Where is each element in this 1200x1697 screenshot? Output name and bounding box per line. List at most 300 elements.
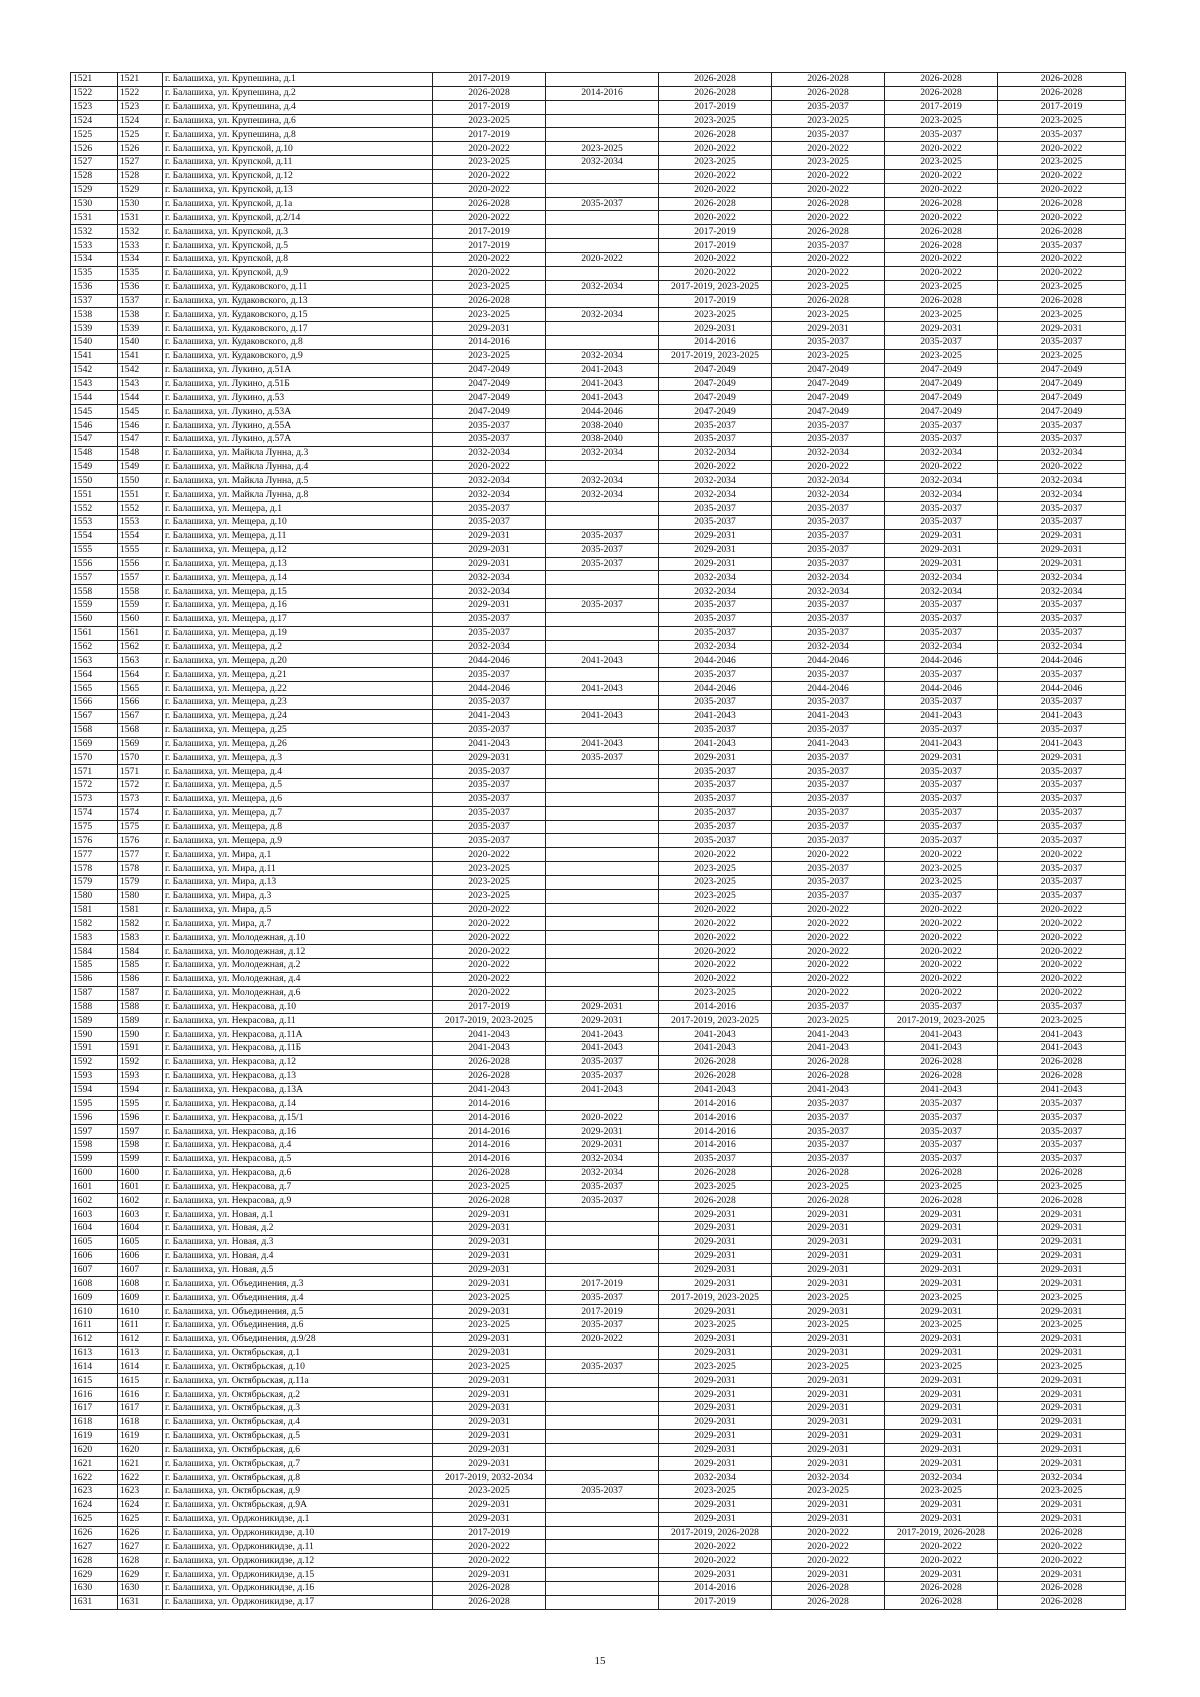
table-cell: 2035-2037 (885, 723, 998, 737)
table-cell: 2035-2037 (885, 516, 998, 530)
table-cell: 1613 (118, 1346, 163, 1360)
table-cell: 2032-2034 (546, 308, 659, 322)
table-cell: г. Балашиха, ул. Мещера, д.24 (163, 709, 433, 723)
table-cell: 2023-2025 (433, 114, 546, 128)
table-cell: 2020-2022 (772, 460, 885, 474)
table-cell: 1559 (71, 599, 118, 613)
table-cell: 2023-2025 (998, 1180, 1126, 1194)
table-cell: 2023-2025 (772, 1360, 885, 1374)
table-cell (546, 820, 659, 834)
table-cell: 1560 (118, 612, 163, 626)
table-cell: 1551 (71, 488, 118, 502)
table-cell: 2026-2028 (659, 1069, 772, 1083)
table-row (71, 1194, 1126, 1208)
table-cell: 2035-2037 (659, 820, 772, 834)
table-cell: 2029-2031 (659, 1208, 772, 1222)
table-cell: 2017-2019, 2026-2028 (885, 1526, 998, 1540)
table-cell: 1539 (118, 322, 163, 336)
table-row (71, 1305, 1126, 1319)
table-row (71, 1180, 1126, 1194)
table-cell: г. Балашиха, ул. Мещера, д.20 (163, 654, 433, 668)
table-row (71, 695, 1126, 709)
table-cell: 2026-2028 (659, 1166, 772, 1180)
table-cell: 1522 (118, 86, 163, 100)
table-cell: 2020-2022 (885, 848, 998, 862)
table-cell: 2029-2031 (433, 751, 546, 765)
table-cell: 2035-2037 (772, 792, 885, 806)
table-cell: 2047-2049 (772, 405, 885, 419)
table-cell: г. Балашиха, ул. Лукино, д.57А (163, 432, 433, 446)
table-cell: г. Балашиха, ул. Крупской, д.10 (163, 142, 433, 156)
table-cell: 2029-2031 (998, 529, 1126, 543)
table-cell: 1579 (71, 875, 118, 889)
table-cell: 2041-2043 (546, 709, 659, 723)
table-cell: 2035-2037 (772, 834, 885, 848)
table-cell: 2035-2037 (772, 862, 885, 876)
table-cell (546, 585, 659, 599)
table-cell: 2026-2028 (998, 1581, 1126, 1595)
table-row (71, 128, 1126, 142)
table-cell: г. Балашиха, ул. Мещера, д.14 (163, 571, 433, 585)
table-cell: г. Балашиха, ул. Орджоникидзе, д.16 (163, 1581, 433, 1595)
table-cell: 1525 (71, 128, 118, 142)
table-cell: 2035-2037 (433, 502, 546, 516)
table-cell: 1535 (118, 266, 163, 280)
table-row (71, 709, 1126, 723)
table-cell: 1592 (118, 1055, 163, 1069)
table-cell (546, 972, 659, 986)
table-cell (546, 1429, 659, 1443)
table-cell: 2032-2034 (885, 640, 998, 654)
table-cell (546, 1512, 659, 1526)
table-cell (546, 986, 659, 1000)
table-row (71, 1111, 1126, 1125)
table-cell: 1630 (71, 1581, 118, 1595)
table-cell (546, 862, 659, 876)
table-cell: 1534 (118, 252, 163, 266)
table-cell: г. Балашиха, ул. Некрасова, д.11 (163, 1014, 433, 1028)
table-cell: 1532 (71, 225, 118, 239)
table-cell: 2026-2028 (885, 1055, 998, 1069)
table-cell: 2026-2028 (998, 225, 1126, 239)
table-cell: 2041-2043 (772, 1042, 885, 1056)
table-cell: 2029-2031 (885, 1388, 998, 1402)
table-cell: 2029-2031 (772, 1277, 885, 1291)
table-row (71, 142, 1126, 156)
table-cell: 2041-2043 (433, 737, 546, 751)
table-cell (546, 336, 659, 350)
table-cell: 2023-2025 (659, 875, 772, 889)
table-cell: 2020-2022 (885, 986, 998, 1000)
table-cell: 2041-2043 (546, 654, 659, 668)
table-cell: 2029-2031 (772, 1332, 885, 1346)
table-cell: 2026-2028 (433, 1595, 546, 1609)
table-cell: 2029-2031 (998, 1222, 1126, 1236)
table-cell: 2035-2037 (772, 875, 885, 889)
table-cell: 2014-2016 (659, 1125, 772, 1139)
table-row (71, 280, 1126, 294)
table-cell: 2020-2022 (998, 252, 1126, 266)
table-cell: 1584 (71, 945, 118, 959)
table-cell: 1629 (118, 1568, 163, 1582)
table-row (71, 640, 1126, 654)
table-cell: 2017-2019, 2023-2025 (659, 1291, 772, 1305)
table-cell: 1563 (118, 654, 163, 668)
table-cell: 2035-2037 (772, 419, 885, 433)
table-row (71, 1249, 1126, 1263)
table-cell: 2029-2031 (659, 1568, 772, 1582)
table-cell: 2035-2037 (885, 668, 998, 682)
table-row (71, 169, 1126, 183)
table-cell: 2029-2031 (998, 1346, 1126, 1360)
table-cell: 1531 (118, 211, 163, 225)
table-cell: 2035-2037 (659, 806, 772, 820)
table-cell: 2032-2034 (546, 488, 659, 502)
table-cell: 2029-2031 (998, 1235, 1126, 1249)
table-cell: 2029-2031 (659, 1263, 772, 1277)
table-cell: 2035-2037 (546, 1055, 659, 1069)
table-cell: 2032-2034 (659, 474, 772, 488)
table-cell (546, 1581, 659, 1595)
table-cell: 2029-2031 (998, 543, 1126, 557)
table-cell: 2020-2022 (998, 211, 1126, 225)
table-cell: 2035-2037 (546, 557, 659, 571)
table-row (71, 1443, 1126, 1457)
table-cell: 2035-2037 (772, 529, 885, 543)
table-cell: 1568 (118, 723, 163, 737)
table-cell: 2035-2037 (433, 806, 546, 820)
table-cell: г. Балашиха, ул. Мещера, д.6 (163, 792, 433, 806)
table-cell: 2041-2043 (772, 1028, 885, 1042)
table-cell: 2017-2019, 2026-2028 (659, 1526, 772, 1540)
table-cell: 1565 (118, 682, 163, 696)
table-cell: 2026-2028 (998, 1526, 1126, 1540)
table-cell: 1549 (118, 460, 163, 474)
table-row (71, 1235, 1126, 1249)
table-row (71, 446, 1126, 460)
table-cell: 1589 (71, 1014, 118, 1028)
table-cell: 2035-2037 (433, 792, 546, 806)
table-cell: 1522 (71, 86, 118, 100)
table-cell (546, 1415, 659, 1429)
table-cell: 2020-2022 (772, 1540, 885, 1554)
table-cell: 2035-2037 (772, 695, 885, 709)
table-cell: 1552 (71, 502, 118, 516)
table-cell: 2035-2037 (659, 612, 772, 626)
table-cell: 1603 (118, 1208, 163, 1222)
table-cell: 2023-2025 (659, 156, 772, 170)
table-row (71, 1291, 1126, 1305)
table-cell: 2035-2037 (885, 1125, 998, 1139)
table-row (71, 1222, 1126, 1236)
table-cell: г. Балашиха, ул. Мещера, д.3 (163, 751, 433, 765)
table-cell: 2032-2034 (433, 585, 546, 599)
table-cell: 2029-2031 (546, 1000, 659, 1014)
table-cell: 2026-2028 (433, 197, 546, 211)
table-cell (546, 225, 659, 239)
table-cell: 2029-2031 (659, 1512, 772, 1526)
table-row (71, 336, 1126, 350)
table-cell: 2044-2046 (998, 654, 1126, 668)
table-cell: 2029-2031 (885, 1332, 998, 1346)
table-cell: 2020-2022 (433, 266, 546, 280)
table-cell: 2029-2031 (433, 1249, 546, 1263)
table-cell: 2026-2028 (885, 86, 998, 100)
table-cell: 2041-2043 (885, 1042, 998, 1056)
table-cell: 1562 (118, 640, 163, 654)
table-cell (546, 959, 659, 973)
table-cell: 2014-2016 (433, 1111, 546, 1125)
table-cell (546, 875, 659, 889)
table-cell: 2035-2037 (998, 765, 1126, 779)
table-cell: 2035-2037 (885, 1152, 998, 1166)
table-cell: 1568 (71, 723, 118, 737)
table-cell: 1623 (71, 1485, 118, 1499)
table-cell (546, 695, 659, 709)
table-cell (546, 917, 659, 931)
table-cell: 2032-2034 (772, 571, 885, 585)
table-cell (546, 668, 659, 682)
table-cell: 1559 (118, 599, 163, 613)
table-cell: 2026-2028 (659, 128, 772, 142)
table-cell: 2041-2043 (433, 1028, 546, 1042)
table-cell: 2035-2037 (433, 432, 546, 446)
table-cell: 1620 (118, 1443, 163, 1457)
table-cell: 2035-2037 (998, 419, 1126, 433)
table-cell: 2029-2031 (772, 1346, 885, 1360)
table-cell: 2035-2037 (433, 626, 546, 640)
table-cell: 1527 (118, 156, 163, 170)
table-cell: 2029-2031 (885, 1498, 998, 1512)
table-cell: 1576 (118, 834, 163, 848)
table-cell: 2029-2031 (998, 1374, 1126, 1388)
table-cell: г. Балашиха, ул. Объединения, д.9/28 (163, 1332, 433, 1346)
table-cell: 1616 (71, 1388, 118, 1402)
table-cell: 2029-2031 (433, 1222, 546, 1236)
table-cell (546, 1443, 659, 1457)
table-cell: 2041-2043 (659, 737, 772, 751)
table-cell: 2035-2037 (998, 626, 1126, 640)
table-cell: 2023-2025 (998, 1014, 1126, 1028)
table-cell: 2014-2016 (546, 86, 659, 100)
table-cell (546, 239, 659, 253)
table-row (71, 252, 1126, 266)
table-cell (546, 114, 659, 128)
table-cell: 2026-2028 (998, 86, 1126, 100)
table-cell: 2023-2025 (659, 1180, 772, 1194)
table-cell: 2041-2043 (546, 1028, 659, 1042)
table-cell: 2029-2031 (659, 1277, 772, 1291)
table-cell: 2035-2037 (998, 1000, 1126, 1014)
table-cell: 2020-2022 (659, 169, 772, 183)
table-cell: 2026-2028 (772, 225, 885, 239)
table-cell: 1575 (71, 820, 118, 834)
table-row (71, 432, 1126, 446)
table-cell: 2020-2022 (659, 959, 772, 973)
table-cell: 2029-2031 (659, 1332, 772, 1346)
table-cell: 1552 (118, 502, 163, 516)
table-cell: г. Балашиха, ул. Октябрьская, д.11а (163, 1374, 433, 1388)
table-cell: г. Балашиха, ул. Лукино, д.51А (163, 363, 433, 377)
table-cell: 2041-2043 (659, 1042, 772, 1056)
table-cell: 1610 (71, 1305, 118, 1319)
table-cell: 1591 (118, 1042, 163, 1056)
table-cell: г. Балашиха, ул. Мещера, д.13 (163, 557, 433, 571)
table-cell: 1590 (71, 1028, 118, 1042)
table-cell: 1556 (118, 557, 163, 571)
table-cell: г. Балашиха, ул. Октябрьская, д.3 (163, 1402, 433, 1416)
table-cell: 2023-2025 (998, 308, 1126, 322)
table-cell: 2047-2049 (998, 377, 1126, 391)
table-cell: 1550 (71, 474, 118, 488)
table-cell: 2044-2046 (885, 682, 998, 696)
table-cell: 2017-2019 (433, 225, 546, 239)
table-cell: 2029-2031 (885, 1512, 998, 1526)
table-row (71, 1263, 1126, 1277)
table-cell: 2029-2031 (659, 1249, 772, 1263)
table-cell: 2035-2037 (546, 1360, 659, 1374)
table-cell: 2032-2034 (659, 640, 772, 654)
table-cell: 2035-2037 (772, 502, 885, 516)
table-cell: 2020-2022 (885, 931, 998, 945)
table-cell: г. Балашиха, ул. Октябрьская, д.1 (163, 1346, 433, 1360)
table-cell: г. Балашиха, ул. Объединения, д.6 (163, 1318, 433, 1332)
table-cell: 2029-2031 (433, 1429, 546, 1443)
table-cell: 2023-2025 (433, 875, 546, 889)
table-cell: 1556 (71, 557, 118, 571)
table-cell (546, 502, 659, 516)
table-cell: 2023-2025 (659, 986, 772, 1000)
table-cell: 1573 (71, 792, 118, 806)
table-cell: 2017-2019, 2032-2034 (433, 1471, 546, 1485)
table-cell: 2029-2031 (885, 1263, 998, 1277)
table-cell: 2041-2043 (659, 709, 772, 723)
table-cell: 2044-2046 (433, 654, 546, 668)
table-cell: г. Балашиха, ул. Мещера, д.8 (163, 820, 433, 834)
table-cell: 1542 (71, 363, 118, 377)
table-cell: 1566 (71, 695, 118, 709)
table-cell (546, 571, 659, 585)
table-cell: 2020-2022 (772, 931, 885, 945)
table-row (71, 322, 1126, 336)
table-cell: 2035-2037 (546, 1318, 659, 1332)
table-cell: 2041-2043 (546, 391, 659, 405)
table-cell: 2035-2037 (772, 668, 885, 682)
table-cell: 2029-2031 (772, 1512, 885, 1526)
table-cell: 2047-2049 (659, 377, 772, 391)
table-cell: г. Балашиха, ул. Крупской, д.11 (163, 156, 433, 170)
table-cell: 2029-2031 (433, 557, 546, 571)
table-cell: 2035-2037 (885, 820, 998, 834)
table-cell: 1570 (71, 751, 118, 765)
table-cell: 2020-2022 (998, 848, 1126, 862)
table-cell: 2029-2031 (885, 1222, 998, 1236)
table-cell: 1622 (71, 1471, 118, 1485)
table-cell (546, 73, 659, 87)
table-cell: 2020-2022 (885, 903, 998, 917)
table-row (71, 1069, 1126, 1083)
table-cell: 2026-2028 (659, 197, 772, 211)
table-cell: 2026-2028 (772, 1194, 885, 1208)
table-cell: 2029-2031 (998, 1429, 1126, 1443)
table-cell: 2032-2034 (998, 585, 1126, 599)
table-cell: 2029-2031 (998, 1305, 1126, 1319)
table-cell: 1625 (71, 1512, 118, 1526)
table-cell: г. Балашиха, ул. Октябрьская, д.7 (163, 1457, 433, 1471)
table-cell: 1531 (71, 211, 118, 225)
table-cell (546, 640, 659, 654)
table-cell: 2020-2022 (998, 986, 1126, 1000)
table-cell: г. Балашиха, ул. Молодежная, д.10 (163, 931, 433, 945)
table-cell (546, 792, 659, 806)
table-cell (546, 1498, 659, 1512)
table-cell: 2029-2031 (433, 1332, 546, 1346)
table-cell: 2023-2025 (659, 1485, 772, 1499)
table-cell: г. Балашиха, ул. Крупешина, д.1 (163, 73, 433, 87)
table-cell: 2035-2037 (772, 612, 885, 626)
table-cell: 2041-2043 (659, 1028, 772, 1042)
table-row (71, 1374, 1126, 1388)
table-cell: 2035-2037 (998, 1125, 1126, 1139)
table-row (71, 1332, 1126, 1346)
table-row (71, 183, 1126, 197)
table-cell: 2041-2043 (885, 709, 998, 723)
table-cell: 2029-2031 (885, 1235, 998, 1249)
table-row (71, 792, 1126, 806)
table-cell: 2017-2019 (659, 100, 772, 114)
table-cell: 2035-2037 (885, 1138, 998, 1152)
table-cell: 1615 (71, 1374, 118, 1388)
table-cell: 1538 (118, 308, 163, 322)
table-cell: 2020-2022 (433, 917, 546, 931)
table-cell: 2035-2037 (885, 889, 998, 903)
table-cell: 2029-2031 (433, 1305, 546, 1319)
table-cell: 2014-2016 (433, 1152, 546, 1166)
table-cell: 2026-2028 (433, 1055, 546, 1069)
table-cell: 2029-2031 (885, 1374, 998, 1388)
table-cell: 2026-2028 (998, 73, 1126, 87)
table-cell: 2047-2049 (433, 391, 546, 405)
table-cell: 1588 (71, 1000, 118, 1014)
table-cell: 2023-2025 (885, 1291, 998, 1305)
table-cell: 2035-2037 (659, 695, 772, 709)
table-cell: 1545 (118, 405, 163, 419)
table-cell: 2029-2031 (998, 1249, 1126, 1263)
table-cell: 2029-2031 (433, 322, 546, 336)
table-row (71, 1152, 1126, 1166)
table-cell: 1564 (71, 668, 118, 682)
table-cell: 2032-2034 (772, 640, 885, 654)
table-cell: г. Балашиха, ул. Крупской, д.2/14 (163, 211, 433, 225)
table-row (71, 834, 1126, 848)
table-cell (546, 848, 659, 862)
table-cell: 2035-2037 (998, 889, 1126, 903)
table-cell: 2032-2034 (433, 446, 546, 460)
table-cell (546, 322, 659, 336)
table-cell: 2032-2034 (885, 1471, 998, 1485)
table-cell: г. Балашиха, ул. Мещера, д.7 (163, 806, 433, 820)
table-cell: 1631 (118, 1595, 163, 1609)
table-row (71, 363, 1126, 377)
table-cell: 2020-2022 (772, 252, 885, 266)
table-cell: 1560 (71, 612, 118, 626)
table-cell: 1629 (71, 1568, 118, 1582)
table-cell: 2029-2031 (433, 1208, 546, 1222)
table-cell: 2035-2037 (659, 502, 772, 516)
table-cell: 2023-2025 (433, 156, 546, 170)
table-cell: 2047-2049 (659, 363, 772, 377)
table-cell: 2029-2031 (998, 1443, 1126, 1457)
